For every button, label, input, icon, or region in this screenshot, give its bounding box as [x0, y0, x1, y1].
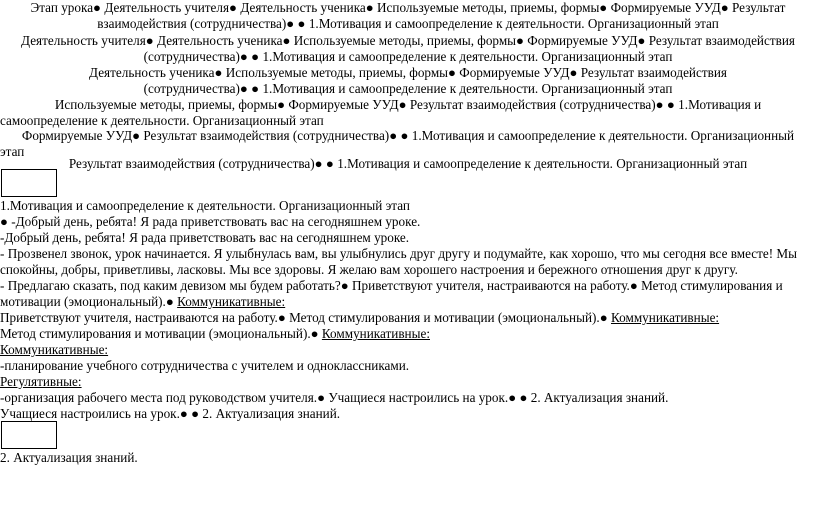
body-line-3: -Добрый день, ребята! Я рада приветствовать вас на сегодняшнем уроке. — [0, 230, 410, 245]
body-line-8 — [0, 310, 816, 326]
header-line-8: самоопределение к деятельности. Организационный этап — [0, 113, 324, 128]
header-line-4: (сотрудничества)● ● 1.Мотивация и самоопределение к деятельности. Организационный этап — [143, 49, 673, 64]
body-line-14: Учащиеся настроились на урок.● ● 2. Актуализация знаний. — [0, 406, 341, 421]
body-line-8-text: Приветствуют учителя, настраиваются на работу.● Метод стимулирования и мотивации (эмоциональный).● — [0, 310, 611, 325]
communicative-heading-1: Коммуникативные: — [177, 294, 286, 309]
empty-table-cell — [1, 169, 57, 197]
body-line-5: спокойны, добры, приветливы, ласковы. Мы все здоровы. Я желаю вам хорошего настроения и бережного отношения друг к другу. — [0, 262, 738, 277]
body-line-1: 1.Мотивация и самоопределение к деятельности. Организационный этап — [0, 198, 410, 213]
header-line-7: Используемые методы, приемы, формы● Формируемые УУД● Результат взаимодействия (сотрудничества)● ● 1.Мотивация и — [54, 97, 762, 112]
body-line-7-text: мотивации (эмоциональный).● — [0, 294, 178, 309]
body-line-4: - Прозвенел звонок, урок начинается. Я улыбнулась вам, вы улыбнулись друг другу и подумайте, как хорошо, что мы сегодня все вместе! Мы — [0, 246, 797, 261]
header-line-6: (сотрудничества)● ● 1.Мотивация и самоопределение к деятельности. Организационный этап — [143, 81, 673, 96]
header-line-11: Результат взаимодействия (сотрудничества)● ● 1.Мотивация и самоопределение к деятельности. Организационный этап — [68, 156, 748, 171]
communicative-heading-2: Коммуникативные: — [611, 310, 720, 325]
empty-table-cell-2 — [1, 421, 57, 449]
body-line-9-text: Метод стимулирования и мотивации (эмоциональный).● — [0, 326, 322, 341]
header-line-1: Этап урока● Деятельность учителя● Деятельность ученика● Используемые методы, приемы, формы● Формируемые УУД● Результат — [30, 0, 786, 15]
body-line-13: -организация рабочего места под руководством учителя.● Учащиеся настроились на урок.● ● 2. Актуализация знаний. — [0, 390, 669, 405]
communicative-heading-4: Коммуникативные: — [0, 342, 109, 357]
body-line-6: - Предлагаю сказать, под каким девизом мы будем работать?● Приветствуют учителя, настраиваются на работу.● Метод стимулирования и — [0, 278, 783, 293]
header-line-2: взаимодействия (сотрудничества)● ● 1.Мотивация и самоопределение к деятельности. Организационный этап — [97, 16, 719, 31]
body-line-9 — [0, 326, 816, 342]
header-line-9: Формируемые УУД● Результат взаимодействия (сотрудничества)● ● 1.Мотивация и самоопределение к деятельности. Организационный — [21, 128, 795, 143]
body-line-7 — [0, 294, 816, 310]
header-line-5: Деятельность ученика● Используемые методы, приемы, формы● Формируемые УУД● Результат взаимодействия — [89, 65, 727, 80]
body-line-2: ● -Добрый день, ребята! Я рада приветствовать вас на сегодняшнем уроке. — [0, 214, 421, 229]
communicative-heading-3: Коммуникативные: — [321, 326, 430, 341]
regulative-heading: Регулятивные: — [0, 374, 82, 389]
header-line-3: Деятельность учителя● Деятельность ученика● Используемые методы, приемы, формы● Формируемые УУД● Результат взаимодействия — [21, 33, 795, 48]
body-line-15: 2. Актуализация знаний. — [0, 450, 138, 465]
header-line-10: этап — [0, 144, 25, 159]
body-line-11: -планирование учебного сотрудничества с учителем и одноклассниками. — [0, 358, 410, 373]
